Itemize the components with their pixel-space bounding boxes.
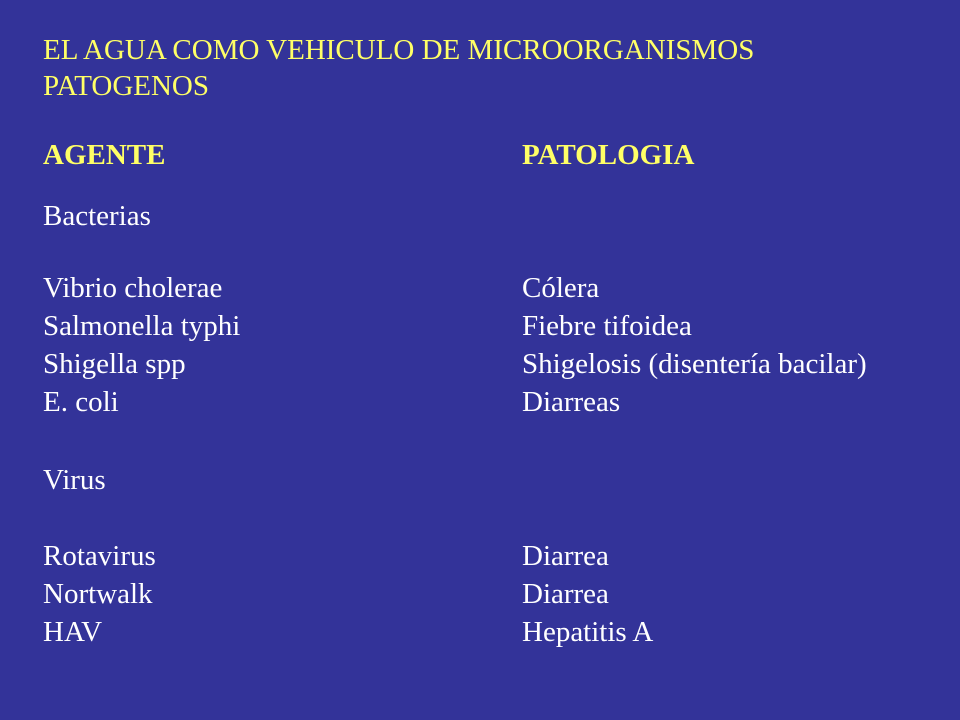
pathology-cell: Shigelosis (disentería bacilar) [522, 348, 867, 380]
agent-column-header: AGENTE [43, 139, 166, 171]
group-label-bacteria: Bacterias [43, 200, 151, 232]
pathology-cell: Hepatitis A [522, 616, 654, 648]
slide-title-line-2: PATOGENOS [43, 70, 209, 102]
agent-cell: Salmonella typhi [43, 310, 241, 342]
pathology-cell: Diarrea [522, 540, 609, 572]
group-label-virus: Virus [43, 464, 106, 496]
pathology-column-header: PATOLOGIA [522, 139, 695, 171]
agent-cell: Rotavirus [43, 540, 156, 572]
agent-cell: Nortwalk [43, 578, 153, 610]
agent-cell: Shigella spp [43, 348, 186, 380]
pathology-cell: Diarrea [522, 578, 609, 610]
slide-title [43, 32, 923, 104]
agent-cell: Vibrio cholerae [43, 272, 223, 304]
pathology-cell: Diarreas [522, 386, 621, 418]
agent-cell: E. coli [43, 386, 119, 418]
slide-title-line-1: EL AGUA COMO VEHICULO DE MICROORGANISMOS [43, 34, 755, 66]
agent-cell: HAV [43, 616, 103, 648]
pathology-cell: Fiebre tifoidea [522, 310, 692, 342]
pathology-cell: Cólera [522, 272, 600, 304]
